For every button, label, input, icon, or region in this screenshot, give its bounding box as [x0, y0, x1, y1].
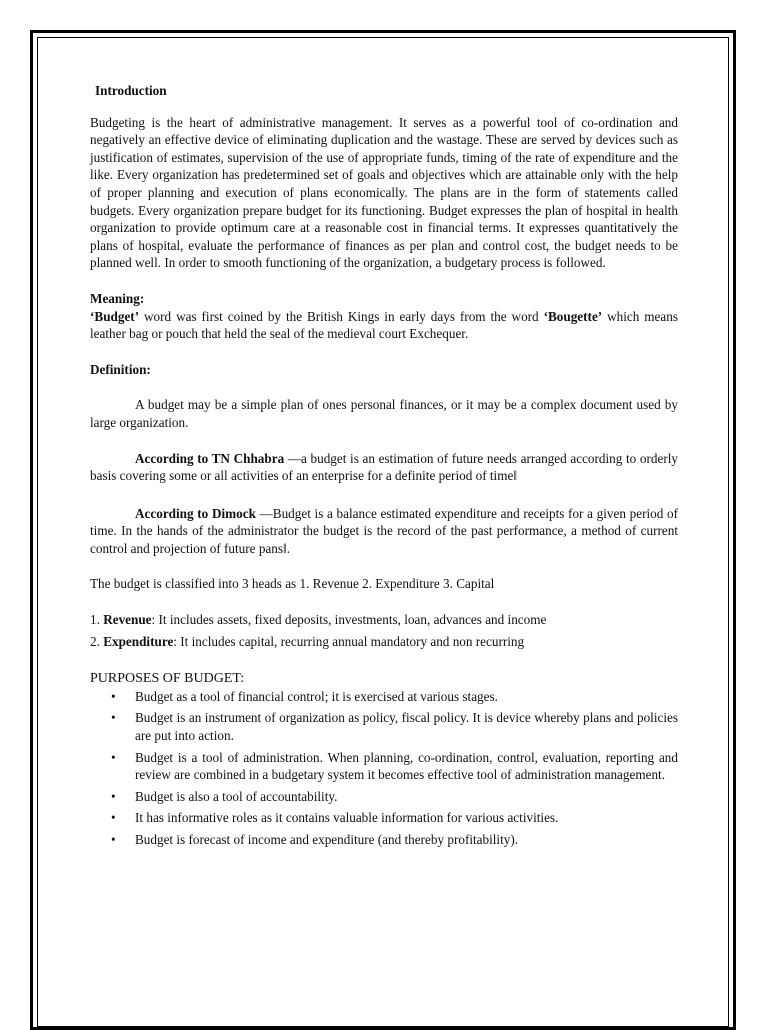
dimock-definition — [90, 505, 678, 558]
list-item — [90, 809, 678, 827]
meaning-text-1: word was first coined by the British Kings in early days from the word — [139, 308, 544, 324]
dimock-text: —Budget is a balance estimated expenditure and receipts for a given period of time. In the hands of the administrator the budget is the record of the past performance, a method of current control and projection of future pans‖. — [90, 505, 678, 556]
list-item — [90, 831, 678, 849]
purpose-text: Budget is forecast of income and expenditure (and thereby profitability). — [135, 832, 519, 847]
purpose-text: Budget as a tool of financial control; it is exercised at various stages. — [135, 688, 498, 704]
chhabra-definition — [90, 450, 678, 485]
expenditure-text: : It includes capital, recurring annual mandatory and non recurring — [173, 633, 525, 649]
introduction-heading: Introduction — [95, 83, 167, 98]
revenue-item — [90, 611, 678, 629]
expenditure-item — [90, 633, 678, 651]
list-item — [90, 709, 678, 744]
introduction-paragraph: Budgeting is the heart of administrative management. It serves as a powerful tool of co-ordination and negatively an effective device of eliminating duplication and the wastage. These are served by devices such as justification of estimates, supervision of the use of appropriate funds, timing of the rate of expenditure and the like. Every organization has predetermined set of goals and objectives which are attainable only with the help of proper planning and execution of plans economically. The plans are in the form of statements called budgets. Every organization prepare budget for its functioning. Budget expresses the plan of hospital in health organization to provide optimum care at a reasonable cost in financial terms. It expresses quantitatively the plans of hospital, evaluate the performance of finances as per plan and control cost, the budget needs to be planned well. In order to smooth functioning of the organization, a budgetary process is followed. — [90, 114, 678, 271]
revenue-term: Revenue — [103, 612, 152, 628]
list-item — [90, 749, 678, 784]
bullet-icon: • — [111, 710, 116, 726]
bullet-icon: • — [111, 832, 116, 847]
document-body — [90, 82, 678, 853]
bullet-icon: • — [111, 810, 116, 826]
revenue-text: : It includes assets, fixed deposits, investments, loan, advances and income — [151, 612, 547, 628]
expenditure-number: 2. — [90, 633, 104, 649]
chhabra-label: According to TN Chhabra — [135, 450, 285, 466]
bullet-icon: • — [111, 749, 116, 765]
expenditure-term: Expenditure — [103, 633, 174, 649]
purpose-text: Budget is a tool of administration. When planning, co-ordination, control, evaluation, reporting and review are combined in a budgetary system it becomes effective tool of administration management. — [135, 749, 678, 783]
bullet-icon: • — [111, 788, 116, 804]
definition-paragraph: A budget may be a simple plan of ones personal finances, or it may be a complex document used by large organization. — [90, 397, 678, 430]
purposes-heading: PURPOSES OF BUDGET: — [90, 671, 245, 687]
budget-term: ‘Budget’ — [90, 308, 140, 324]
purposes-list — [90, 688, 678, 849]
meaning-paragraph — [90, 308, 678, 343]
purpose-text: Budget is an instrument of organization as policy, fiscal policy. It is device whereby plans and policies are put into action. — [135, 710, 678, 744]
meaning-heading: Meaning: — [90, 290, 145, 306]
list-item — [90, 688, 678, 706]
revenue-number: 1. — [90, 612, 104, 628]
meaning-text-2: which means leather bag or pouch that held the seal of the medieval court Exchequer. — [90, 308, 678, 342]
bougette-term: ‘Bougette’ — [543, 308, 603, 324]
chhabra-text: —a budget is an estimation of future needs arranged according to orderly basis covering some or all activities of an enterprise for a definite period of time‖ — [90, 450, 678, 484]
list-item — [90, 788, 678, 806]
purpose-text: Budget is also a tool of accountability. — [135, 788, 338, 804]
classification-text: The budget is classified into 3 heads as 1. Revenue 2. Expenditure 3. Capital — [90, 576, 495, 592]
dimock-label: According to Dimock — [135, 505, 256, 521]
definition-heading: Definition: — [90, 361, 151, 377]
purpose-text: It has informative roles as it contains valuable information for various activities. — [135, 810, 559, 826]
bullet-icon: • — [111, 688, 116, 704]
